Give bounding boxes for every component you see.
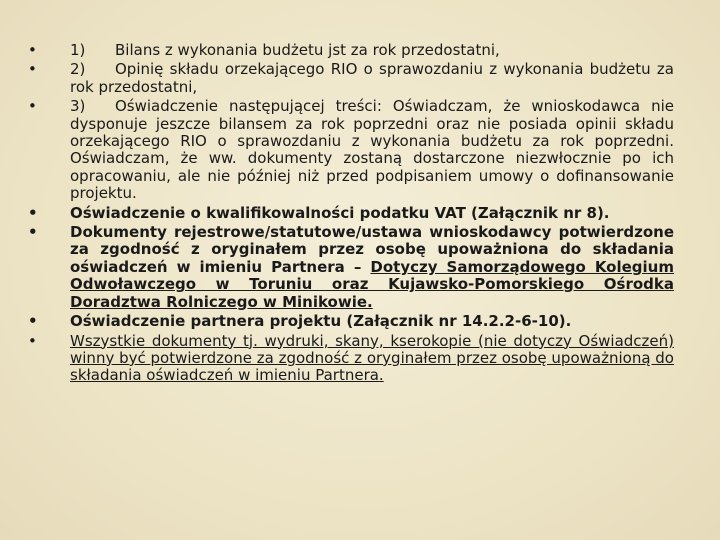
bullet-list: [28, 42, 674, 385]
list-item: [28, 42, 674, 59]
bullet-icon: •: [28, 312, 38, 331]
item-text-underlined: Dotyczy Samorządowego Kolegium Odwoławczego w Toruniu oraz Kujawsko-Pomorskiego Ośrodka Doradztwa Rolniczego w Minikowie.: [70, 257, 674, 311]
bullet-icon: •: [28, 41, 37, 59]
bullet-icon: •: [28, 203, 38, 222]
bullet-icon: •: [28, 97, 37, 116]
bullet-icon: •: [28, 223, 38, 242]
item-text: Dokumenty rejestrowe/statutowe/ustawa wnioskodawcy potwierdzone za zgodność z oryginałem przez osobę upoważniona do składania oświadczeń w imieniu Partnera –: [70, 223, 674, 276]
list-item: [28, 224, 674, 311]
list-item: [28, 205, 674, 222]
bullet-icon: •: [28, 60, 37, 79]
item-text: Wszystkie dokumenty tj. wydruki, skany, kserokopie (nie dotyczy Oświadczeń) winny być potwierdzone za zgodność z oryginałem przez osobę upoważnioną do składania oświadczeń w imieniu Partnera.: [70, 331, 674, 385]
item-text: Opinię składu orzekającego RIO o sprawozdaniu z wykonania budżetu za rok przedostatni,: [70, 60, 674, 96]
item-text: Oświadczenie następującej treści: Oświadczam, że wnioskodawca nie dysponuje jeszcze bilansem za rok poprzedni oraz nie posiada opinii składu orzekającego RIO o sprawozdaniu z wykonania budżetu za rok poprzedni. Oświadczam, że ww. dokumenty zostaną dostarczone niezwłocznie po ich opracowaniu, ale nie później niż przed podpisaniem umowy o dofinansowanie projektu.: [70, 97, 674, 203]
slide-content: [28, 42, 674, 387]
bullet-icon: •: [28, 331, 37, 350]
item-number: 1): [70, 41, 86, 59]
list-item: [28, 333, 674, 385]
item-text: Oświadczenie partnera projektu (Załącznik nr 14.2.2-6-10).: [70, 312, 572, 331]
list-item: [28, 313, 674, 330]
item-number: 2): [70, 60, 86, 79]
item-number: 3): [70, 97, 86, 116]
item-text: Bilans z wykonania budżetu jst za rok przedostatni,: [115, 41, 500, 59]
list-item: [28, 98, 674, 202]
list-item: [28, 61, 674, 96]
item-text: Oświadczenie o kwalifikowalności podatku VAT (Załącznik nr 8).: [70, 203, 610, 222]
